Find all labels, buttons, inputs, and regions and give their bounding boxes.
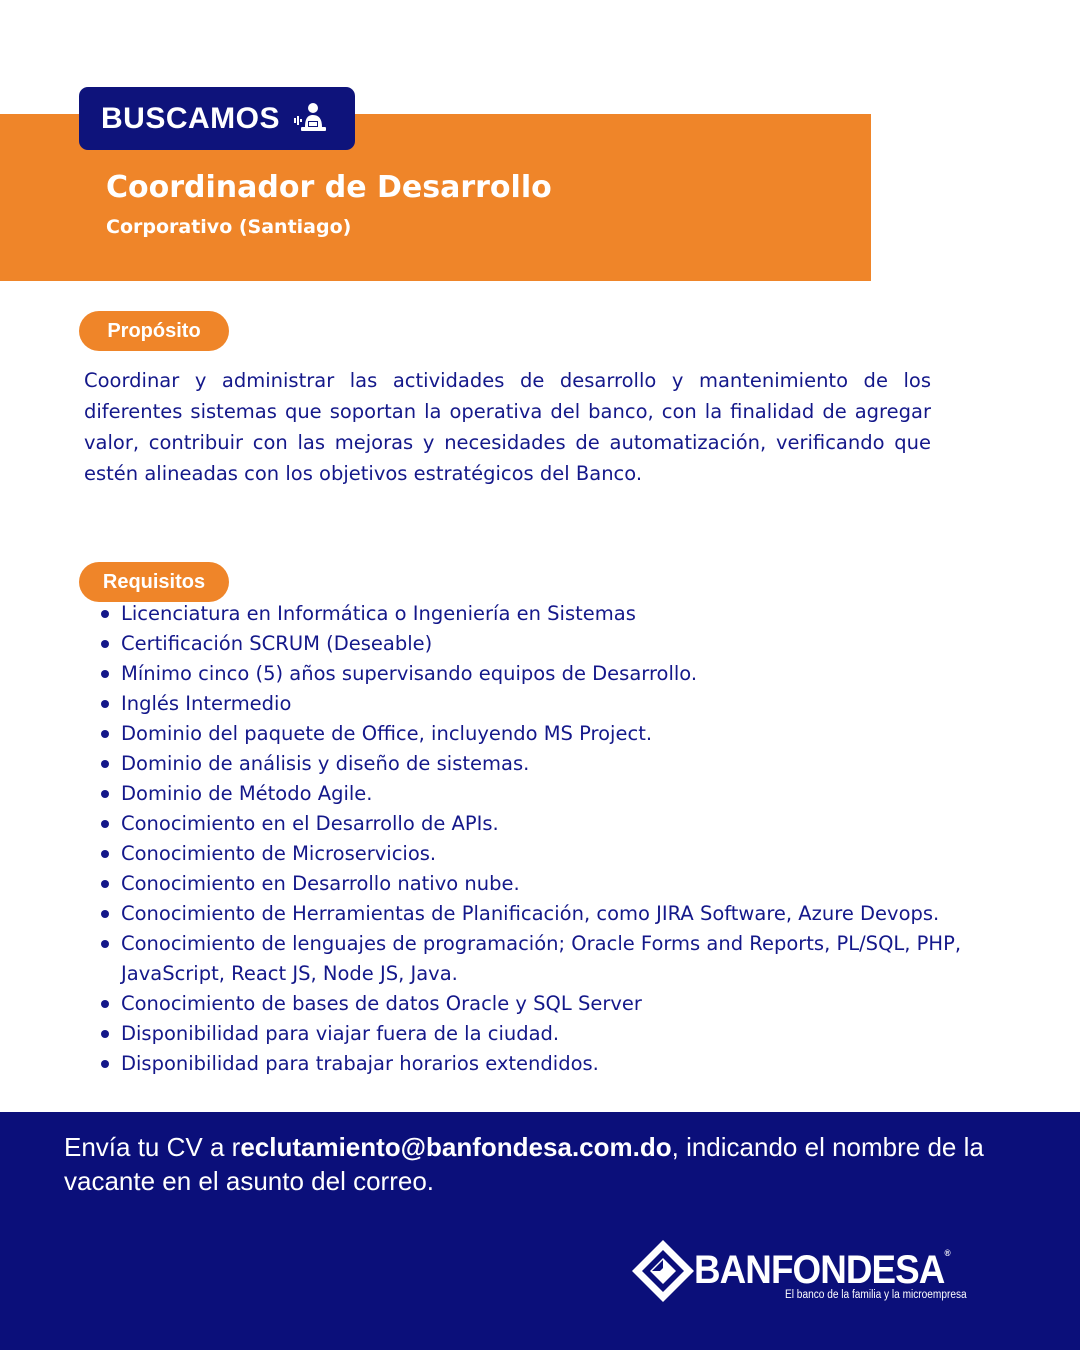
- cta-suffix: , indicando el nombre de la vacante en el asunto del correo.: [64, 1132, 984, 1196]
- requirement-item: Dominio de análisis y diseño de sistemas.: [121, 749, 1021, 779]
- requirement-item: Dominio de Método Agile.: [121, 779, 1021, 809]
- logo-name: BANFONDESA: [694, 1248, 945, 1292]
- requirement-item: Mínimo cinco (5) años supervisando equipos de Desarrollo.: [121, 659, 1021, 689]
- requirement-item: Certificación SCRUM (Deseable): [121, 629, 1021, 659]
- job-location: Corporativo (Santiago): [106, 216, 352, 238]
- requirements-list: [121, 599, 1021, 1079]
- job-title: Coordinador de Desarrollo: [106, 170, 552, 205]
- requirement-item: Disponibilidad para trabajar horarios extendidos.: [121, 1049, 1021, 1079]
- buscamos-badge: [79, 87, 355, 150]
- requirement-item: Conocimiento en el Desarrollo de APIs.: [121, 809, 1021, 839]
- person-at-laptop-icon: [292, 101, 328, 137]
- buscamos-label: BUSCAMOS: [101, 101, 281, 135]
- apply-instructions: [64, 1130, 1024, 1198]
- requirement-item: Conocimiento en Desarrollo nativo nube.: [121, 869, 1021, 899]
- requirement-item: Licenciatura en Informática o Ingeniería en Sistemas: [121, 599, 1021, 629]
- logo-wordmark: [694, 1248, 951, 1293]
- requirement-item: Conocimiento de Herramientas de Planificación, como JIRA Software, Azure Devops.: [121, 899, 1021, 929]
- recruitment-email-link[interactable]: eclutamiento@banfondesa.com.do: [240, 1132, 672, 1162]
- requirement-item: Conocimiento de lenguajes de programación; Oracle Forms and Reports, PL/SQL, PHP, JavaScript, React JS, Node JS, Java.: [121, 929, 1021, 989]
- cta-prefix: Envía tu CV a r: [64, 1132, 241, 1162]
- purpose-section-label: Propósito: [79, 311, 229, 351]
- requirement-item: Inglés Intermedio: [121, 689, 1021, 719]
- requirement-item: Disponibilidad para viajar fuera de la ciudad.: [121, 1019, 1021, 1049]
- logo-tagline: El banco de la familia y la microempresa: [785, 1289, 967, 1301]
- requirement-item: Conocimiento de Microservicios.: [121, 839, 1021, 869]
- banfondesa-diamond-logo-icon: [630, 1238, 696, 1304]
- registered-mark: ®: [944, 1248, 951, 1258]
- banfondesa-logo: [630, 1238, 1010, 1308]
- requirements-section-label: Requisitos: [79, 562, 229, 602]
- purpose-text: Coordinar y administrar las actividades de desarrollo y mantenimiento de los diferentes sistemas que soportan la operativa del banco, con la finalidad de agregar valor, contribuir con las mejoras y necesidades de automatización, verificando que estén alineadas con los objetivos estratégicos del Banco.: [84, 369, 931, 485]
- requirement-item: Dominio del paquete de Office, incluyendo MS Project.: [121, 719, 1021, 749]
- requirement-item: Conocimiento de bases de datos Oracle y SQL Server: [121, 989, 1021, 1019]
